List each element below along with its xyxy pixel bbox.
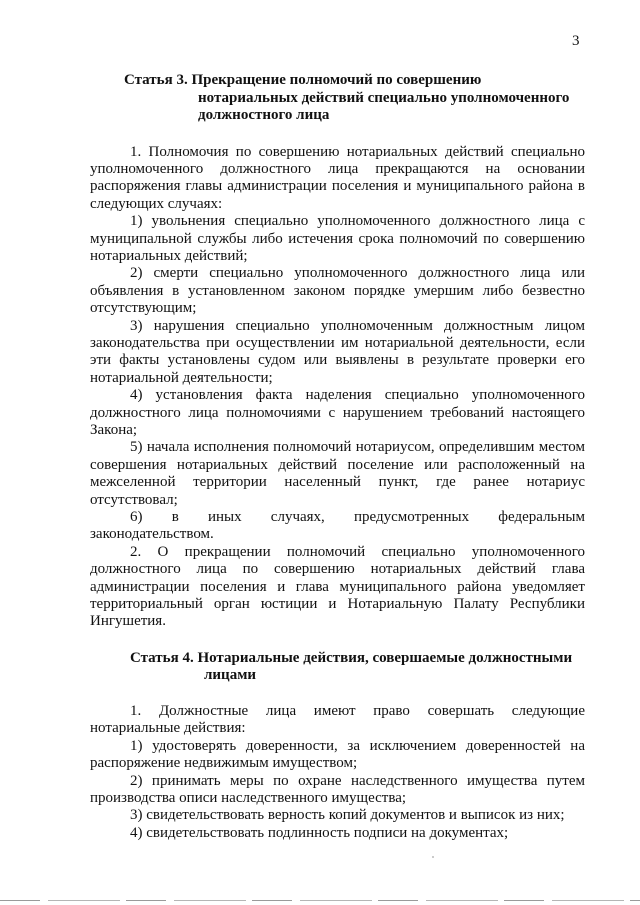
scan-artifact-dot <box>432 856 434 858</box>
article-3-item-1: 1) увольнения специально уполномоченного должностного лица с муниципальной службы либо истечения срока полномочий по совершению нотариальных действий; <box>90 213 585 264</box>
article-3-paragraph-1: 1. Полномочия по совершению нотариальных действий специально уполномоченного должностного лица прекращаются на основании распоряжения главы администрации поселения и муниципального района в следующих случаях: <box>90 143 585 212</box>
scan-artifact-bottom-line <box>0 900 640 901</box>
article-4-heading <box>90 650 585 685</box>
page-number: 3 <box>572 33 580 49</box>
article-3-item-2: 2) смерти специально уполномоченного должностного лица или объявления в установленном законом порядке умершим либо безвестно отсутствующим; <box>90 265 585 317</box>
article-3-paragraph-2: 2. О прекращении полномочий специально уполномоченного должностного лица по совершению нотариальных действий глава администрации поселения и глава муниципального района уведомляет территориальный орган юстиции и Нотариальную Палату Республики Ингушетия. <box>90 543 585 630</box>
document-body <box>90 72 585 842</box>
article-3-heading <box>90 72 585 125</box>
article-4-title-line-2: лицами <box>204 667 257 684</box>
article-4-paragraph-1: 1. Должностные лица имеют право совершать следующие нотариальные действия: <box>90 702 585 737</box>
article-3-item-4: 4) установления факта наделения специально уполномоченного должностного лица полномочиями с нарушением требований настоящего Закона; <box>90 387 585 438</box>
article-3-title-line-2: нотариальных действий специально уполномоченного <box>198 89 570 106</box>
article-4-item-4: 4) свидетельствовать подлинность подписи на документах; <box>130 824 509 841</box>
article-4-item-3: 3) свидетельствовать верность копий документов и выписок из них; <box>130 807 565 824</box>
article-3-title-line-3: должностного лица <box>198 107 330 123</box>
article-4-item-2: 2) принимать меры по охране наследственного имущества путем производства описи наследственного имущества; <box>90 772 585 806</box>
article-3-item-6: 6) в иных случаях, предусмотренных федеральным законодательством. <box>90 509 585 543</box>
article-3-item-5: 5) начала исполнения полномочий нотариусом, определившим местом совершения нотариальных действий поселение или расположенный на межселенной территории населенный пункт, где ранее нотариус отсутствовал; <box>90 439 585 508</box>
article-4-title-line-1: Статья 4. Нотариальные действия, совершаемые должностными <box>130 649 573 666</box>
article-3-title-line-1: Статья 3. Прекращение полномочий по совершению <box>124 72 482 88</box>
article-4-item-1: 1) удостоверять доверенности, за исключением доверенностей на распоряжение недвижимым имуществом; <box>90 737 585 772</box>
article-3-item-3: 3) нарушения специально уполномоченным должностным лицом законодательства при осуществлении им нотариальной деятельности, если эти факты установлены судом или выявлены в результате проверки его нотариальной деятельности; <box>90 317 585 386</box>
